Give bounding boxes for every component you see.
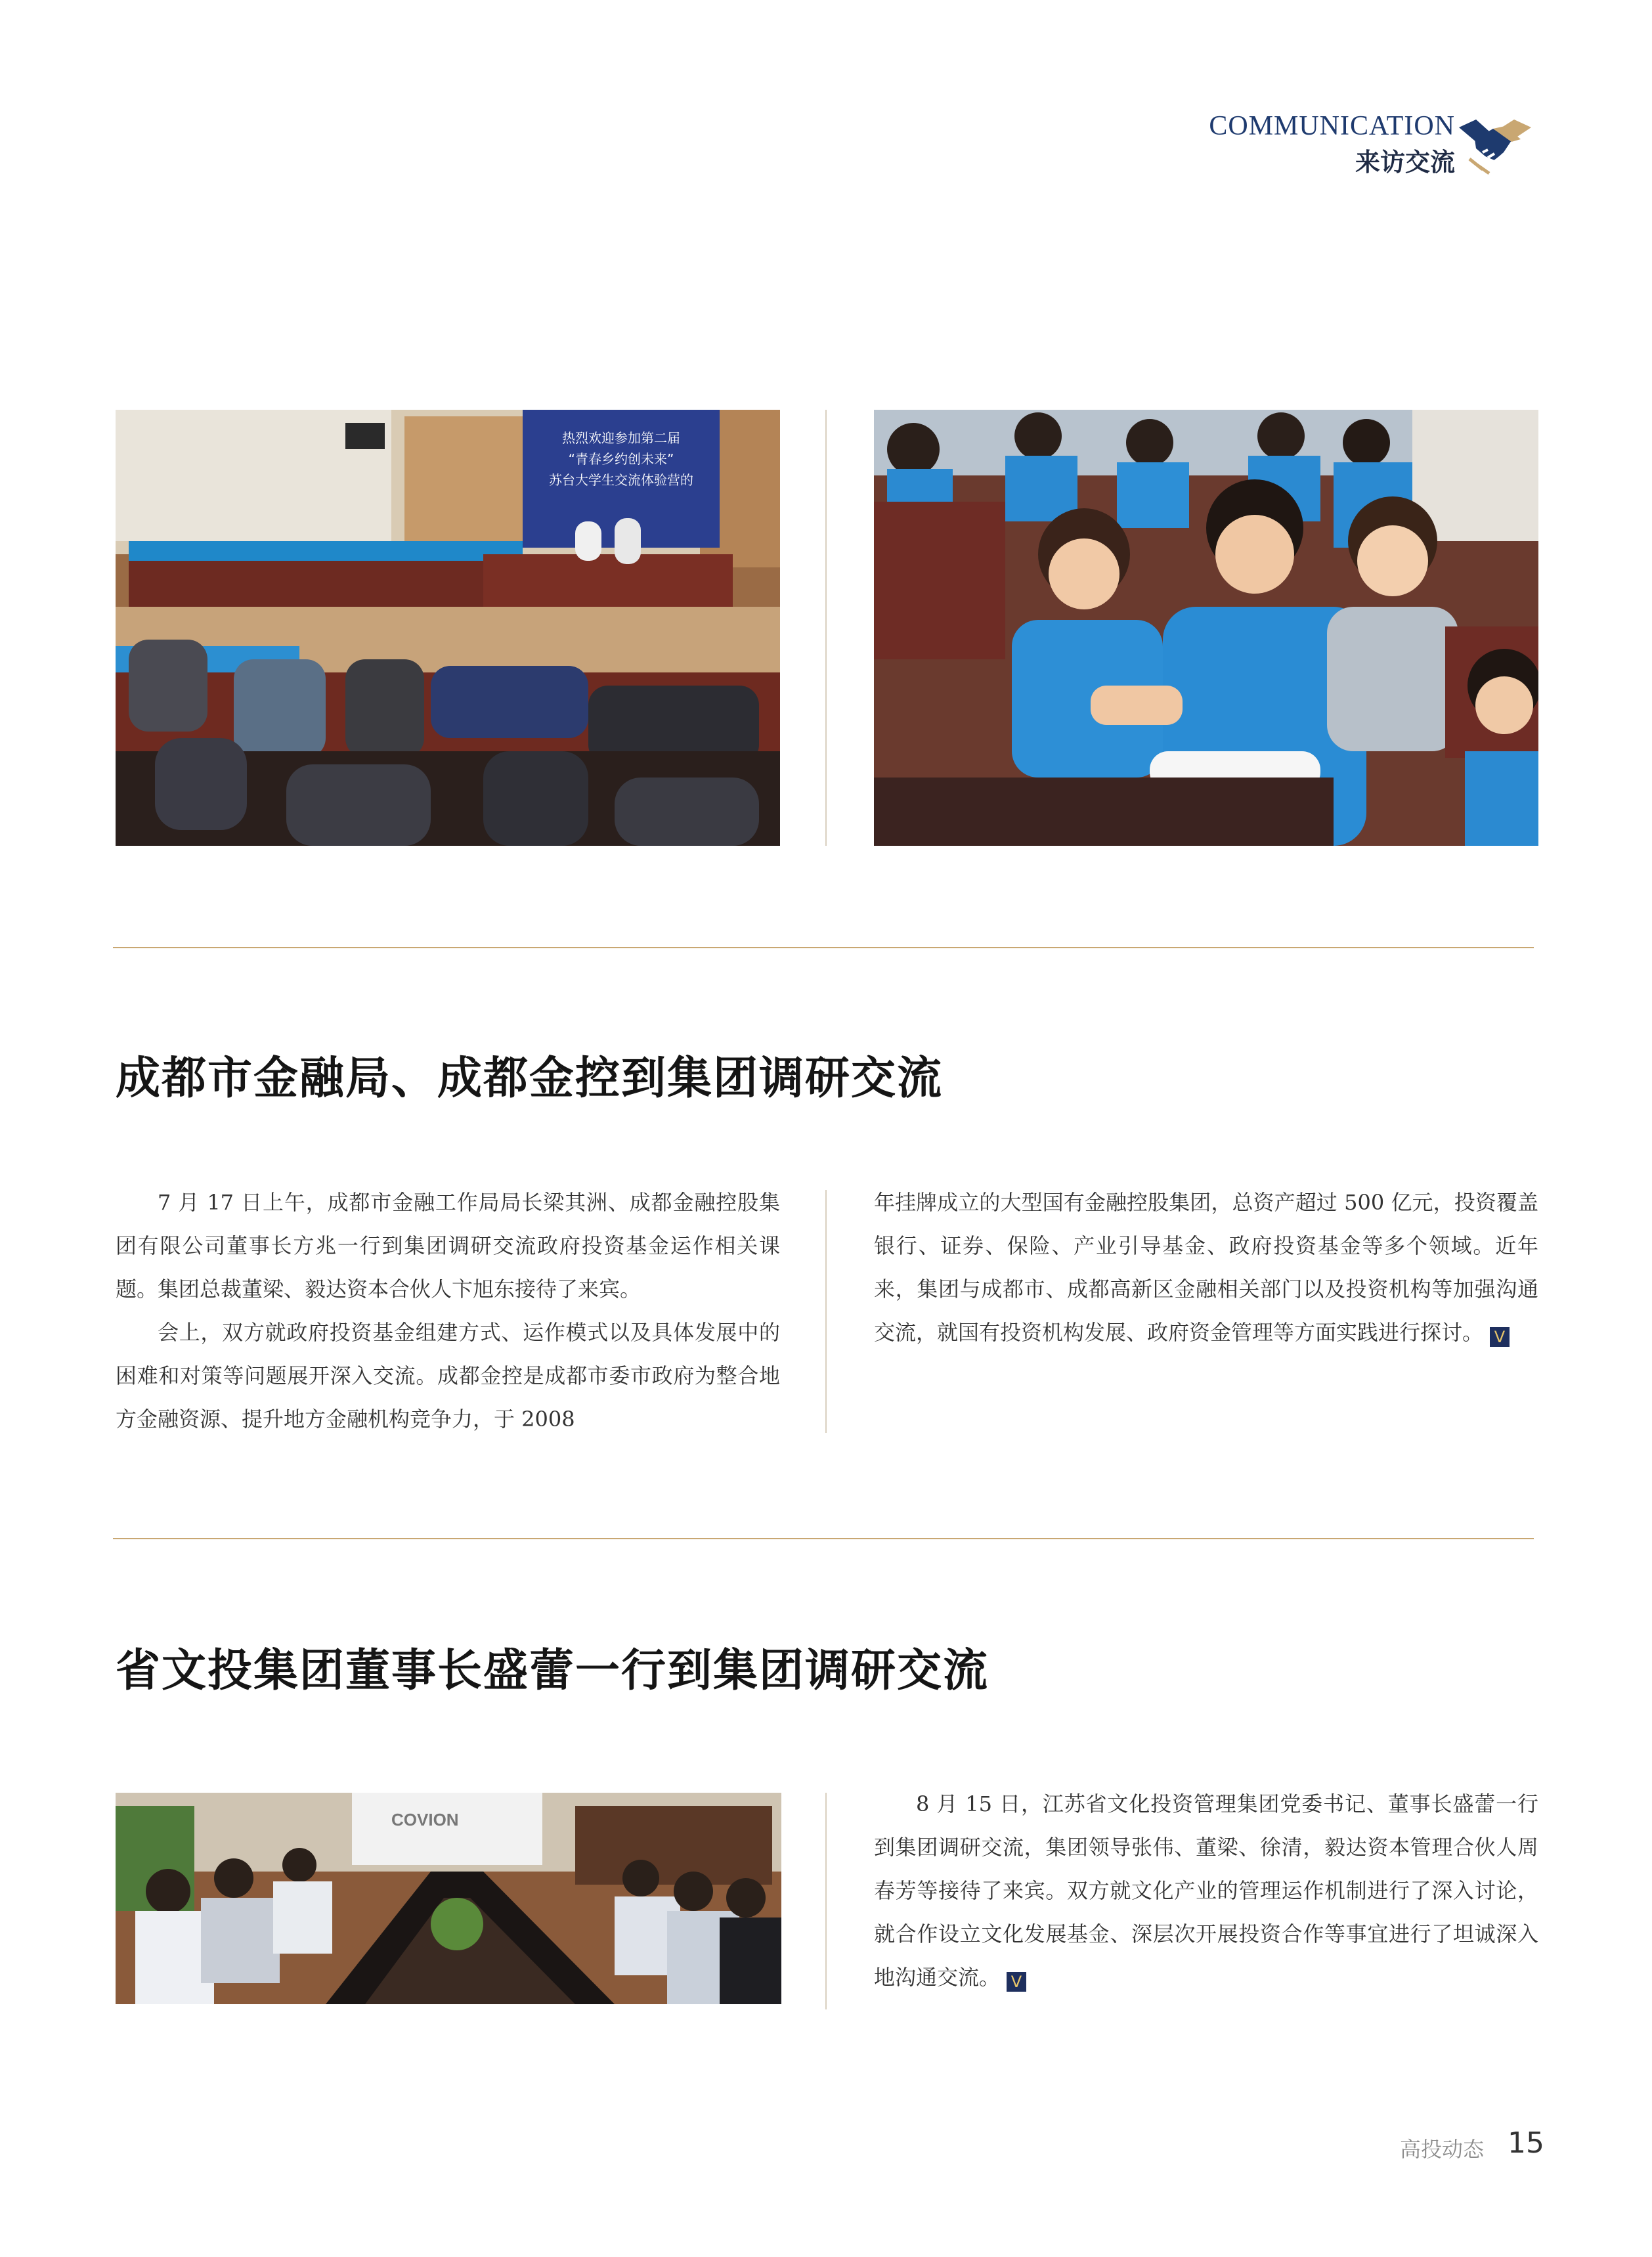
section-divider	[113, 1538, 1534, 1539]
article-paragraph: 年挂牌成立的大型国有金融控股集团，总资产超过 500 亿元，投资覆盖银行、证券、保险、产业引导基金、政府投资基金等多个领域。近年来，集团与成都市、成都高新区金融相关部门以及投资机构等加强沟通交流，就国有投资机构发展、政府资金管理等方面实践进行探讨。	[874, 1190, 1538, 1345]
photo-students-discussion	[874, 410, 1538, 846]
banner-line-2: “青春乡约创未来”	[568, 451, 674, 467]
article-title: 成都市金融局、成都金控到集团调研交流	[116, 1053, 944, 1105]
article-column-right	[874, 1782, 1538, 1999]
article-title: 省文投集团董事长盛蕾一行到集团调研交流	[116, 1645, 989, 1697]
article-paragraph: 8 月 15 日，江苏省文化投资管理集团党委书记、董事长盛蕾一行到集团调研交流，集团领导张伟、董梁、徐清，毅达资本管理合伙人周春芳等接待了来宾。双方就文化产业的管理运作机制进行了深入讨论，就合作设立文化发展基金、深层次开展投资合作等事宜进行了坦诚深入地沟通交流。	[874, 1791, 1538, 1990]
photo-meeting-table	[116, 1793, 781, 2004]
page-number: 15	[1508, 2126, 1544, 2160]
section-label-en: COMMUNICATION	[1209, 111, 1455, 141]
column-divider	[825, 1793, 827, 2009]
screen-text: COVION	[391, 1810, 459, 1830]
end-mark-icon: V	[1007, 1972, 1026, 1992]
section-label-cn: 来访交流	[1355, 148, 1455, 177]
end-mark-icon: V	[1490, 1327, 1510, 1347]
photo-conference-room	[116, 410, 780, 846]
banner-line-3: 苏台大学生交流体验营的	[549, 472, 693, 488]
banner-line-1: 热烈欢迎参加第二届	[562, 430, 680, 446]
article-paragraph: 会上，双方就政府投资基金组建方式、运作模式以及具体发展中的困难和对策等问题展开深入交流。成都金控是成都市委市政府为整合地方金融资源、提升地方金融机构竞争力，于 2008	[116, 1320, 780, 1432]
article-column-right	[874, 1181, 1538, 1354]
column-divider	[825, 1190, 827, 1433]
article-column-left	[116, 1181, 780, 1441]
column-divider	[825, 410, 827, 846]
footer-publication-label: 高投动态	[1400, 2137, 1485, 2162]
handshake-icon	[1456, 113, 1534, 176]
section-divider	[113, 947, 1534, 948]
article-paragraph: 7 月 17 日上午，成都市金融工作局局长梁其洲、成都金融控股集团有限公司董事长方兆一行到集团调研交流政府投资基金运作相关课题。集团总裁董梁、毅达资本合伙人卞旭东接待了来宾。	[116, 1190, 780, 1302]
